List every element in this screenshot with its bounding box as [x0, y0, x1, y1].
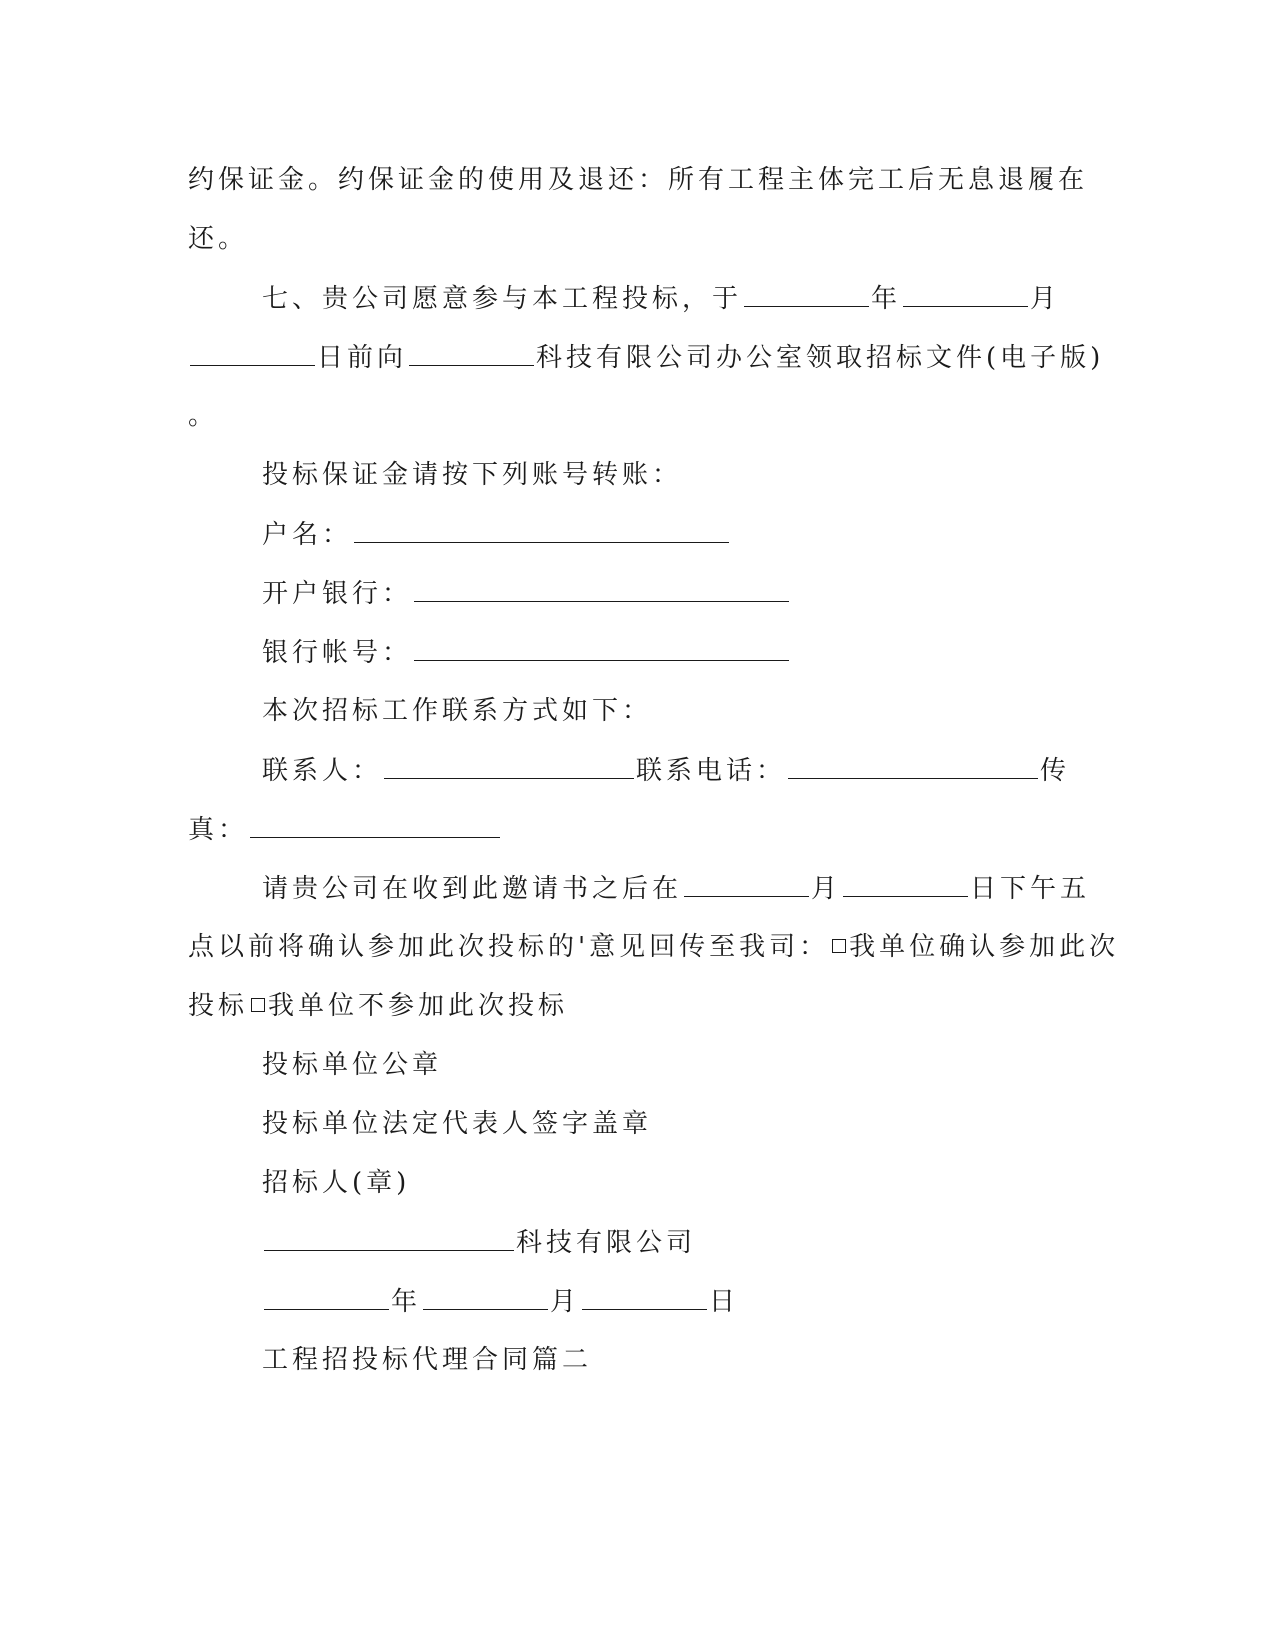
blank-line — [190, 337, 315, 366]
paragraph-line — [188, 337, 1104, 377]
label: 传 — [1040, 756, 1071, 786]
label: 联系电话： — [636, 756, 787, 786]
paragraph-line — [188, 986, 568, 1026]
text: 月 — [1030, 284, 1061, 314]
text: 请贵公司在收到此邀请书之后在 — [262, 874, 683, 904]
text: 投标单位公章 — [262, 1050, 443, 1080]
text: 年 — [871, 284, 902, 314]
text: 年 — [391, 1287, 422, 1317]
paragraph-line — [188, 160, 1088, 200]
text: 点以前将确认参加此次投标的'意见回传至我司： — [188, 932, 830, 962]
blank-line — [384, 750, 634, 779]
checkbox-icon — [251, 998, 265, 1012]
paragraph-line — [262, 1045, 442, 1085]
paragraph-line — [262, 691, 652, 731]
text: 招标人(章) — [262, 1168, 411, 1198]
blank-line — [744, 278, 869, 307]
text: 投标单位法定代表人签字盖章 — [262, 1109, 653, 1139]
paragraph-line — [262, 1163, 410, 1203]
blank-line — [684, 868, 809, 897]
text: 我单位不参加此次投标 — [268, 991, 569, 1021]
contact-line — [262, 750, 1070, 790]
blank-line — [264, 1222, 514, 1251]
blank-line — [582, 1281, 707, 1310]
paragraph-line — [262, 455, 682, 495]
account-number-field — [262, 632, 791, 672]
text: 我单位确认参加此次 — [849, 932, 1120, 962]
bank-field — [262, 573, 791, 613]
blank-line — [414, 573, 789, 602]
paragraph-line — [188, 927, 1119, 967]
paragraph-line — [262, 868, 1090, 908]
company-line — [262, 1222, 696, 1262]
label: 联系人： — [262, 756, 383, 786]
text: 七、贵公司愿意参与本工程投标，于 — [262, 284, 743, 314]
text: 日 — [709, 1287, 740, 1317]
text: 本次招标工作联系方式如下： — [262, 696, 653, 726]
paragraph-line — [262, 1104, 652, 1144]
blank-line — [414, 632, 789, 661]
blank-line — [264, 1281, 389, 1310]
blank-line — [423, 1281, 548, 1310]
label: 开户银行： — [262, 579, 413, 609]
paragraph-line — [262, 278, 1060, 318]
blank-line — [843, 868, 968, 897]
paragraph-line — [188, 219, 248, 259]
text: 科技有限公司办公室领取招标文件(电子版) — [536, 343, 1105, 373]
blank-line — [903, 278, 1028, 307]
paragraph-line — [188, 396, 218, 436]
text: 日前向 — [317, 343, 408, 373]
text: 工程招投标代理合同篇二 — [262, 1345, 593, 1375]
text: 日下午五 — [970, 874, 1091, 904]
label: 真： — [188, 815, 249, 845]
blank-line — [788, 750, 1038, 779]
text: 。 — [188, 401, 219, 431]
account-name-field — [262, 514, 731, 554]
text: 月 — [811, 874, 842, 904]
text: 月 — [550, 1287, 581, 1317]
section-title — [262, 1340, 592, 1380]
checkbox-icon — [832, 939, 846, 953]
blank-line — [409, 337, 534, 366]
text: 约保证金。约保证金的使用及退还：所有工程主体完工后无息退履在 — [188, 165, 1089, 195]
label: 银行帐号： — [262, 638, 413, 668]
text: 科技有限公司 — [516, 1228, 697, 1258]
blank-line — [250, 809, 500, 838]
text: 还。 — [188, 224, 249, 254]
text: 投标保证金请按下列账号转账： — [262, 460, 683, 490]
label: 户名： — [262, 520, 353, 550]
contact-line — [188, 809, 502, 849]
blank-line — [354, 514, 729, 543]
text: 投标 — [188, 991, 249, 1021]
date-line — [262, 1281, 739, 1321]
